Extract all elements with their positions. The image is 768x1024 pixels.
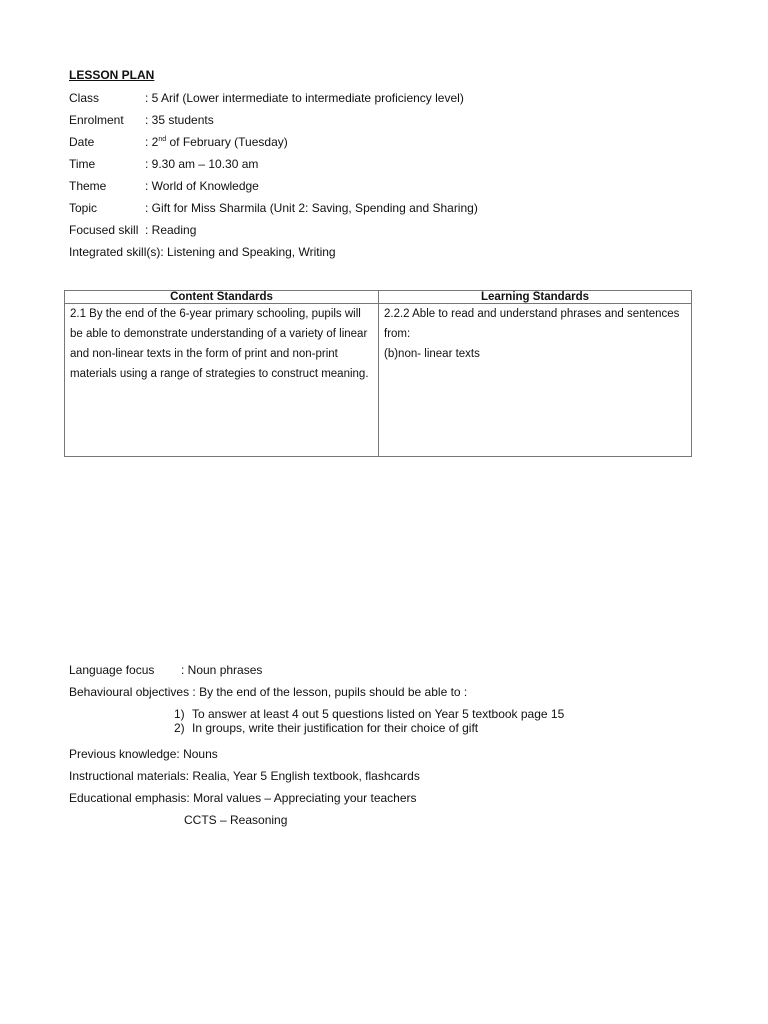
field-label: Topic bbox=[69, 201, 98, 215]
language-focus bbox=[69, 662, 263, 678]
standards-table bbox=[64, 290, 692, 457]
field-value: : Reading bbox=[145, 223, 197, 237]
field-label: Time bbox=[69, 157, 96, 171]
date-ordinal: nd bbox=[158, 136, 167, 143]
field-value bbox=[145, 134, 288, 150]
field-label: Date bbox=[69, 135, 95, 149]
table-column-divider bbox=[378, 291, 379, 456]
field-value: : 5 Arif (Lower intermediate to intermediate proficiency level) bbox=[145, 91, 464, 105]
content-standards-cell bbox=[70, 304, 374, 384]
objective-number: 1) bbox=[174, 707, 185, 721]
objective-text: In groups, write their justification for their choice of gift bbox=[192, 721, 479, 735]
field-label: Focused skill bbox=[69, 223, 139, 237]
content-line: be able to demonstrate understanding of a variety of linear bbox=[70, 328, 368, 340]
content-line: and non-linear texts in the form of print and non-print bbox=[70, 348, 338, 360]
learning-line: 2.2.2 Able to read and understand phrases and sentences bbox=[384, 308, 680, 320]
field-value: : Gift for Miss Sharmila (Unit 2: Saving, Spending and Sharing) bbox=[145, 201, 478, 215]
learning-line: from: bbox=[384, 328, 411, 340]
page-title: LESSON PLAN bbox=[69, 68, 155, 82]
educational-emphasis: Educational emphasis: Moral values – Appreciating your teachers bbox=[69, 791, 417, 805]
field-label: Theme bbox=[69, 179, 107, 193]
content-standards-header: Content Standards bbox=[170, 291, 273, 303]
content-line: 2.1 By the end of the 6-year primary schooling, pupils will bbox=[70, 308, 361, 320]
objectives-list bbox=[174, 707, 564, 735]
date-day: : 2 bbox=[145, 135, 159, 149]
field-value: : 35 students bbox=[145, 113, 214, 127]
list-item bbox=[174, 707, 564, 721]
learning-standards-cell bbox=[384, 304, 688, 364]
field-value: : World of Knowledge bbox=[145, 179, 259, 193]
objective-text: To answer at least 4 out 5 questions listed on Year 5 textbook page 15 bbox=[192, 707, 565, 721]
list-item bbox=[174, 721, 564, 735]
language-focus-value: : Noun phrases bbox=[181, 663, 263, 677]
field-value: : 9.30 am – 10.30 am bbox=[145, 157, 259, 171]
field-label: Class bbox=[69, 91, 100, 105]
objective-number: 2) bbox=[174, 721, 185, 735]
learning-line: (b)non- linear texts bbox=[384, 348, 480, 360]
field-label: Enrolment bbox=[69, 113, 124, 127]
behavioural-objectives: Behavioural objectives : By the end of the lesson, pupils should be able to : bbox=[69, 685, 468, 699]
previous-knowledge: Previous knowledge: Nouns bbox=[69, 747, 218, 761]
learning-standards-header: Learning Standards bbox=[481, 291, 589, 303]
instructional-materials: Instructional materials: Realia, Year 5 English textbook, flashcards bbox=[69, 769, 420, 783]
integrated-skills: Integrated skill(s): Listening and Speaking, Writing bbox=[69, 245, 336, 259]
date-rest: of February (Tuesday) bbox=[166, 135, 288, 149]
ccts: CCTS – Reasoning bbox=[184, 813, 288, 827]
language-focus-label: Language focus bbox=[69, 663, 155, 677]
content-line: materials using a range of strategies to construct meaning. bbox=[70, 368, 369, 380]
